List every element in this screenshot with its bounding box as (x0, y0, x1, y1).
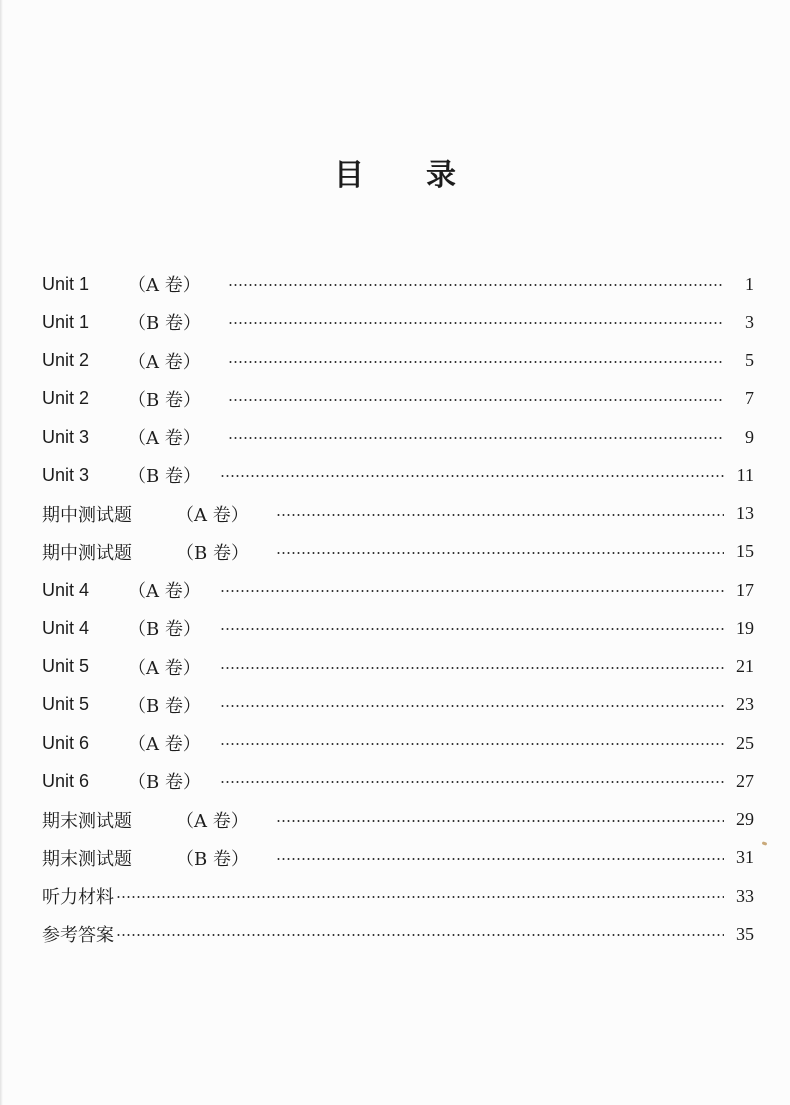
toc-paper-label: （A 卷） (128, 657, 201, 679)
toc-unit-label: Unit 4 (42, 579, 90, 600)
toc-page-number: 33 (736, 885, 754, 906)
toc-unit-label: Unit 4 (42, 617, 90, 638)
toc-page-number: 35 (736, 923, 754, 944)
toc-page-number: 7 (745, 388, 754, 409)
toc-section-label: 参考答案 (42, 925, 114, 947)
toc-paper-label: （B 卷） (128, 466, 201, 488)
toc-paper-label: （A 卷） (128, 428, 201, 450)
toc-exam-label: 期末测试题 (42, 848, 132, 870)
dot-leader (220, 628, 724, 630)
dot-leader (228, 437, 724, 439)
dot-leader (116, 934, 724, 936)
toc-exam-label: 期中测试题 (42, 504, 132, 526)
dot-leader (276, 552, 724, 554)
toc-section-label: 听力材料 (42, 887, 114, 909)
toc-unit-label: Unit 3 (42, 464, 90, 485)
toc-unit-label: Unit 1 (42, 311, 90, 332)
toc-paper-label: （A 卷） (176, 810, 249, 832)
dot-leader (228, 361, 724, 363)
toc-entry[interactable] (42, 762, 754, 800)
dot-leader (220, 743, 724, 745)
toc-page-number: 3 (745, 311, 754, 332)
dot-leader (220, 705, 724, 707)
toc-entry[interactable] (42, 456, 754, 494)
toc-paper-label: （B 卷） (128, 313, 201, 335)
toc-unit-label: Unit 5 (42, 694, 90, 715)
toc-unit-label: Unit 2 (42, 388, 90, 409)
toc-page-number: 9 (745, 426, 754, 447)
toc-page-number: 25 (736, 732, 754, 753)
toc-unit-label: Unit 1 (42, 273, 90, 294)
toc-paper-label: （A 卷） (128, 734, 201, 756)
toc-entry[interactable] (42, 303, 754, 341)
dot-leader (228, 399, 724, 401)
dot-leader (276, 820, 724, 822)
toc-entry[interactable] (42, 801, 754, 839)
toc-page-number: 31 (736, 847, 754, 868)
toc-page-number: 21 (736, 656, 754, 677)
toc-unit-label: Unit 6 (42, 732, 90, 753)
toc-entry[interactable] (42, 265, 754, 303)
toc-paper-label: （A 卷） (128, 581, 201, 603)
toc-entry[interactable] (42, 342, 754, 380)
toc-entry[interactable] (42, 877, 754, 915)
toc-entry[interactable] (42, 839, 754, 877)
toc-exam-label: 期末测试题 (42, 810, 132, 832)
toc-page-number: 29 (736, 809, 754, 830)
toc-unit-label: Unit 5 (42, 656, 90, 677)
toc-entry[interactable] (42, 418, 754, 456)
toc-page-number: 13 (736, 503, 754, 524)
toc-entry[interactable] (42, 533, 754, 571)
toc-entry[interactable] (42, 380, 754, 418)
toc-paper-label: （A 卷） (128, 351, 201, 373)
toc-exam-label: 期中测试题 (42, 542, 132, 564)
toc-paper-label: （B 卷） (128, 619, 201, 641)
toc-entry[interactable] (42, 571, 754, 609)
toc-paper-label: （B 卷） (128, 389, 201, 411)
toc-page-number: 15 (736, 541, 754, 562)
dot-leader (116, 896, 724, 898)
page-title (0, 150, 790, 194)
paper-speck (762, 841, 768, 846)
toc-page-number: 1 (745, 273, 754, 294)
dot-leader (228, 322, 724, 324)
dot-leader (276, 858, 724, 860)
toc-paper-label: （B 卷） (128, 695, 201, 717)
toc-paper-label: （B 卷） (128, 772, 201, 794)
table-of-contents (42, 265, 754, 954)
toc-unit-label: Unit 2 (42, 350, 90, 371)
toc-page-number: 23 (736, 694, 754, 715)
title-char-1: 目 (334, 158, 364, 193)
dot-leader (220, 781, 724, 783)
dot-leader (220, 667, 724, 669)
toc-entry[interactable] (42, 495, 754, 533)
toc-paper-label: （B 卷） (176, 848, 249, 870)
toc-paper-label: （A 卷） (128, 275, 201, 297)
toc-page-number: 11 (736, 464, 754, 485)
toc-paper-label: （A 卷） (176, 504, 249, 526)
toc-entry[interactable] (42, 686, 754, 724)
title-char-2: 录 (426, 158, 456, 193)
toc-entry[interactable] (42, 609, 754, 647)
toc-unit-label: Unit 3 (42, 426, 90, 447)
dot-leader (228, 284, 724, 286)
dot-leader (220, 590, 724, 592)
toc-entry[interactable] (42, 648, 754, 686)
dot-leader (276, 514, 724, 516)
toc-page-number: 17 (736, 579, 754, 600)
toc-page-number: 5 (745, 350, 754, 371)
toc-page-number: 19 (736, 617, 754, 638)
toc-entry[interactable] (42, 724, 754, 762)
toc-paper-label: （B 卷） (176, 542, 249, 564)
dot-leader (220, 475, 724, 477)
toc-unit-label: Unit 6 (42, 770, 90, 791)
toc-page-number: 27 (736, 770, 754, 791)
toc-entry[interactable] (42, 915, 754, 953)
